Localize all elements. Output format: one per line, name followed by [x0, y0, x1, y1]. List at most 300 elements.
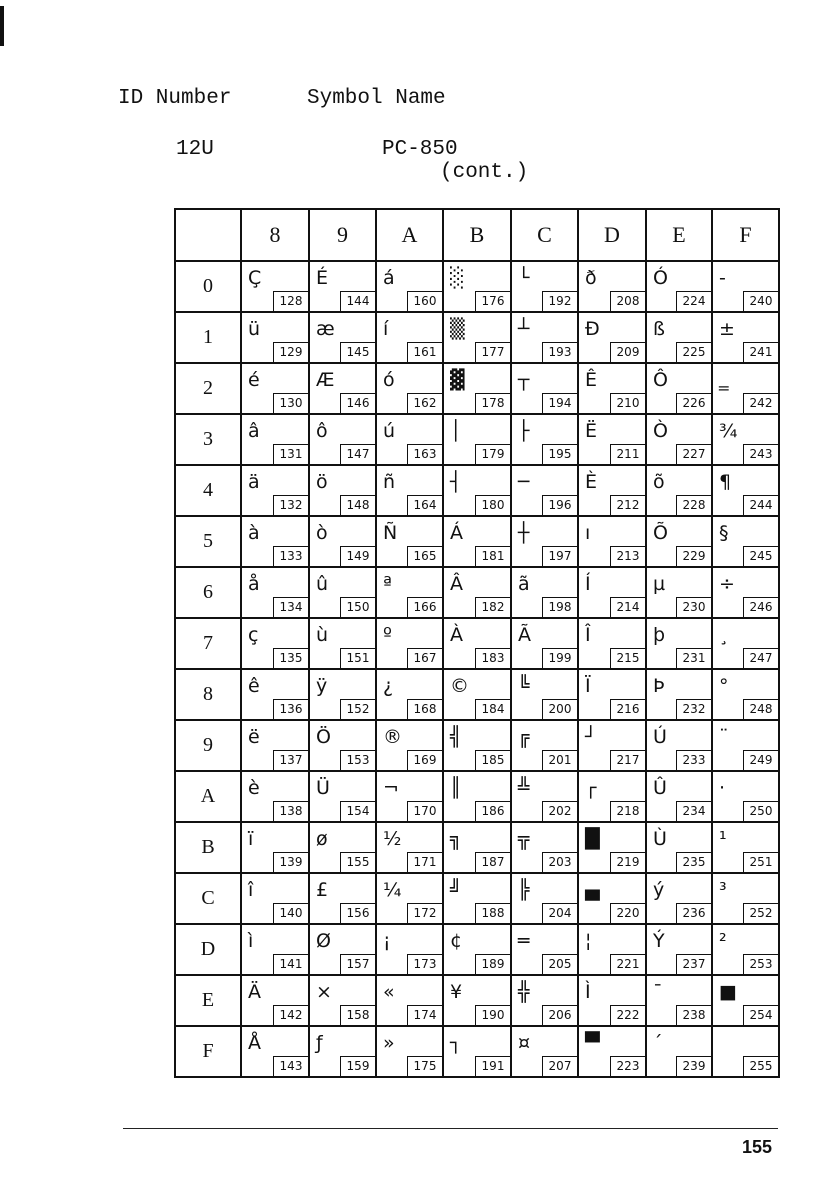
char-code: 162 — [407, 393, 442, 413]
char-cell — [443, 924, 511, 975]
char-glyph: ø — [316, 828, 328, 850]
char-glyph: ì — [248, 930, 254, 952]
char-code: 165 — [407, 546, 442, 566]
char-code: 147 — [340, 444, 375, 464]
char-code: 186 — [475, 801, 510, 821]
char-cell — [309, 873, 376, 924]
char-glyph: ├ — [518, 420, 530, 442]
char-glyph: ╬ — [518, 981, 530, 1003]
symbol-name-label: Symbol Name — [307, 87, 446, 110]
char-code: 234 — [676, 801, 711, 821]
char-glyph: ÿ — [316, 675, 328, 697]
char-glyph: Â — [450, 573, 463, 595]
char-cell — [712, 414, 779, 465]
char-glyph: ë — [248, 726, 260, 748]
char-cell — [376, 516, 443, 567]
table-row — [175, 873, 779, 924]
char-cell — [376, 465, 443, 516]
char-cell — [241, 720, 309, 771]
table-row — [175, 516, 779, 567]
char-glyph: Ó — [653, 267, 668, 289]
char-glyph: û — [316, 573, 329, 595]
char-code: 243 — [743, 444, 778, 464]
char-glyph: Å — [248, 1032, 261, 1054]
char-cell — [241, 669, 309, 720]
char-code: 172 — [407, 903, 442, 923]
char-code: 158 — [340, 1005, 375, 1025]
char-cell — [578, 618, 646, 669]
char-glyph: À — [450, 624, 463, 646]
char-cell — [241, 363, 309, 414]
char-code: 170 — [407, 801, 442, 821]
char-cell — [309, 822, 376, 873]
char-cell — [241, 465, 309, 516]
char-glyph: █ — [585, 828, 600, 850]
char-cell — [241, 975, 309, 1026]
char-glyph: æ — [316, 318, 335, 340]
row-header: A — [175, 771, 241, 822]
char-glyph: å — [248, 573, 260, 595]
char-cell — [376, 669, 443, 720]
char-glyph: ¬ — [383, 777, 399, 799]
char-glyph: ü — [248, 318, 261, 340]
char-glyph: È — [585, 471, 598, 493]
char-cell — [443, 465, 511, 516]
char-glyph: ¨ — [719, 726, 729, 748]
char-cell — [309, 1026, 376, 1077]
char-code: 155 — [340, 852, 375, 872]
char-glyph: ┤ — [450, 471, 462, 493]
char-cell — [578, 363, 646, 414]
char-cell — [511, 465, 578, 516]
char-code: 132 — [273, 495, 308, 515]
char-glyph: Ç — [248, 267, 262, 289]
char-code: 145 — [340, 342, 375, 362]
char-code: 178 — [475, 393, 510, 413]
char-code: 130 — [273, 393, 308, 413]
corner-cell — [175, 209, 241, 261]
char-cell — [646, 567, 712, 618]
char-code: 159 — [340, 1056, 375, 1076]
char-cell — [712, 618, 779, 669]
char-glyph: º — [383, 624, 392, 646]
char-cell — [511, 567, 578, 618]
char-cell — [712, 516, 779, 567]
char-cell — [578, 261, 646, 312]
char-glyph: í — [383, 318, 389, 340]
char-cell — [511, 516, 578, 567]
char-cell — [712, 720, 779, 771]
char-glyph: │ — [450, 420, 462, 442]
char-cell — [376, 363, 443, 414]
char-glyph: » — [383, 1032, 395, 1054]
char-glyph: ® — [383, 726, 402, 748]
column-header: E — [646, 209, 712, 261]
char-cell — [578, 669, 646, 720]
char-glyph: ß — [653, 318, 665, 340]
char-glyph: Õ — [653, 522, 668, 544]
char-code: 240 — [743, 291, 778, 311]
column-header: 9 — [309, 209, 376, 261]
char-code: 242 — [743, 393, 778, 413]
char-cell — [309, 975, 376, 1026]
char-cell — [578, 312, 646, 363]
char-code: 151 — [340, 648, 375, 668]
char-glyph: ³ — [719, 879, 727, 901]
symbol-name-value: PC-850 — [382, 138, 458, 161]
row-header: E — [175, 975, 241, 1026]
table-row — [175, 975, 779, 1026]
char-code: 195 — [542, 444, 577, 464]
char-glyph: Ú — [653, 726, 667, 748]
char-glyph: þ — [653, 624, 666, 646]
char-code: 149 — [340, 546, 375, 566]
char-cell — [309, 771, 376, 822]
char-cell — [443, 363, 511, 414]
char-glyph: ╝ — [450, 879, 462, 901]
char-code: 250 — [743, 801, 778, 821]
char-glyph: ┬ — [518, 369, 530, 391]
char-glyph: · — [719, 777, 726, 799]
char-cell — [578, 414, 646, 465]
char-code: 247 — [743, 648, 778, 668]
char-glyph: Ê — [585, 369, 598, 391]
char-cell — [646, 414, 712, 465]
row-header: 0 — [175, 261, 241, 312]
char-code: 192 — [542, 291, 577, 311]
char-cell — [578, 1026, 646, 1077]
row-header: 4 — [175, 465, 241, 516]
char-glyph: Ü — [316, 777, 330, 799]
char-glyph: ƒ — [316, 1032, 323, 1054]
char-glyph: ╦ — [518, 828, 530, 850]
char-code: 194 — [542, 393, 577, 413]
char-glyph: ▀ — [585, 1032, 600, 1054]
char-code: 232 — [676, 699, 711, 719]
column-header-row — [175, 209, 779, 261]
char-code: 161 — [407, 342, 442, 362]
table-row — [175, 414, 779, 465]
char-glyph: £ — [316, 879, 329, 901]
char-cell — [309, 516, 376, 567]
char-code: 246 — [743, 597, 778, 617]
char-glyph: â — [248, 420, 260, 442]
char-cell — [376, 261, 443, 312]
char-code: 205 — [542, 954, 577, 974]
table-row — [175, 312, 779, 363]
row-header: 3 — [175, 414, 241, 465]
char-glyph: Ì — [585, 981, 591, 1003]
char-glyph: ═ — [518, 930, 530, 952]
char-code: 216 — [610, 699, 645, 719]
char-code: 144 — [340, 291, 375, 311]
char-code: 177 — [475, 342, 510, 362]
char-glyph: ô — [316, 420, 328, 442]
char-glyph: ‗ — [719, 369, 729, 391]
char-cell — [511, 414, 578, 465]
char-code: 215 — [610, 648, 645, 668]
char-glyph: ╣ — [450, 726, 462, 748]
char-code: 197 — [542, 546, 577, 566]
char-code: 203 — [542, 852, 577, 872]
column-header: A — [376, 209, 443, 261]
char-glyph: î — [248, 879, 254, 901]
char-cell — [376, 618, 443, 669]
char-cell — [241, 771, 309, 822]
char-glyph: ╠ — [518, 879, 530, 901]
char-code: 179 — [475, 444, 510, 464]
char-glyph: ä — [248, 471, 260, 493]
row-header: 6 — [175, 567, 241, 618]
char-glyph: ¼ — [383, 879, 402, 901]
char-cell — [309, 414, 376, 465]
char-code: 228 — [676, 495, 711, 515]
char-glyph: ¦ — [585, 930, 592, 952]
char-cell — [712, 873, 779, 924]
char-code: 188 — [475, 903, 510, 923]
row-header: 2 — [175, 363, 241, 414]
column-header: F — [712, 209, 779, 261]
char-glyph: ■ — [719, 981, 737, 1003]
char-code: 182 — [475, 597, 510, 617]
char-glyph: ê — [248, 675, 260, 697]
char-code: 189 — [475, 954, 510, 974]
char-cell — [443, 312, 511, 363]
char-cell — [712, 975, 779, 1026]
char-glyph: Ð — [585, 318, 600, 340]
char-glyph: ò — [316, 522, 328, 544]
char-code: 164 — [407, 495, 442, 515]
char-glyph: Ý — [653, 930, 665, 952]
column-header: C — [511, 209, 578, 261]
char-code: 236 — [676, 903, 711, 923]
char-code: 207 — [542, 1056, 577, 1076]
char-cell — [578, 720, 646, 771]
char-glyph: ▒ — [450, 318, 465, 340]
char-glyph: Þ — [653, 675, 665, 697]
char-code: 223 — [610, 1056, 645, 1076]
column-header: B — [443, 209, 511, 261]
char-glyph: Ã — [518, 624, 531, 646]
char-code: 213 — [610, 546, 645, 566]
char-glyph: ð — [585, 267, 597, 289]
char-code: 137 — [273, 750, 308, 770]
char-glyph: ┐ — [450, 1032, 462, 1054]
char-cell — [376, 414, 443, 465]
char-cell — [241, 618, 309, 669]
char-cell — [511, 771, 578, 822]
char-cell — [578, 924, 646, 975]
char-code: 171 — [407, 852, 442, 872]
char-cell — [443, 516, 511, 567]
char-glyph: Ô — [653, 369, 668, 391]
char-code: 253 — [743, 954, 778, 974]
table-row — [175, 363, 779, 414]
char-glyph: ─ — [518, 471, 530, 493]
char-cell — [511, 975, 578, 1026]
char-code: 218 — [610, 801, 645, 821]
char-code: 156 — [340, 903, 375, 923]
char-cell — [376, 771, 443, 822]
char-cell — [578, 873, 646, 924]
char-glyph: õ — [653, 471, 665, 493]
char-glyph: ¿ — [383, 675, 394, 697]
char-code: 141 — [273, 954, 308, 974]
char-cell — [241, 822, 309, 873]
char-cell — [646, 822, 712, 873]
char-glyph: └ — [518, 267, 530, 289]
char-code: 183 — [475, 648, 510, 668]
char-code: 227 — [676, 444, 711, 464]
char-cell — [578, 465, 646, 516]
char-cell — [376, 975, 443, 1026]
char-code: 166 — [407, 597, 442, 617]
char-glyph: ² — [719, 930, 727, 952]
char-cell — [712, 261, 779, 312]
char-code: 241 — [743, 342, 778, 362]
char-code: 129 — [273, 342, 308, 362]
char-code: 254 — [743, 1005, 778, 1025]
char-cell — [712, 669, 779, 720]
table-row — [175, 1026, 779, 1077]
char-glyph: µ — [653, 573, 666, 595]
char-cell — [511, 261, 578, 312]
char-code: 139 — [273, 852, 308, 872]
char-code: 251 — [743, 852, 778, 872]
char-cell — [443, 618, 511, 669]
char-cell — [241, 1026, 309, 1077]
char-cell — [712, 1026, 779, 1077]
char-cell — [376, 1026, 443, 1077]
char-code: 140 — [273, 903, 308, 923]
row-header: 1 — [175, 312, 241, 363]
char-glyph: ÷ — [719, 573, 735, 595]
char-glyph: ░ — [450, 267, 465, 289]
char-cell — [712, 771, 779, 822]
table-row — [175, 669, 779, 720]
char-cell — [646, 924, 712, 975]
char-code: 174 — [407, 1005, 442, 1025]
char-code: 154 — [340, 801, 375, 821]
char-cell — [443, 720, 511, 771]
char-cell — [578, 822, 646, 873]
char-cell — [443, 567, 511, 618]
table-row — [175, 720, 779, 771]
char-code: 221 — [610, 954, 645, 974]
char-cell — [511, 618, 578, 669]
char-code: 196 — [542, 495, 577, 515]
char-code: 185 — [475, 750, 510, 770]
char-code: 245 — [743, 546, 778, 566]
char-glyph: ± — [719, 318, 735, 340]
char-cell — [443, 669, 511, 720]
char-code: 173 — [407, 954, 442, 974]
char-glyph: ö — [316, 471, 328, 493]
char-cell — [376, 567, 443, 618]
char-code: 193 — [542, 342, 577, 362]
char-glyph: É — [316, 267, 329, 289]
char-glyph: ª — [383, 573, 392, 595]
char-cell — [376, 822, 443, 873]
char-cell — [309, 720, 376, 771]
char-cell — [443, 975, 511, 1026]
char-cell — [646, 873, 712, 924]
char-code: 210 — [610, 393, 645, 413]
char-code: 136 — [273, 699, 308, 719]
char-glyph: Í — [585, 573, 591, 595]
char-glyph: ▓ — [450, 369, 465, 391]
char-cell — [309, 312, 376, 363]
char-cell — [646, 720, 712, 771]
row-header: 7 — [175, 618, 241, 669]
char-code: 153 — [340, 750, 375, 770]
char-glyph: ç — [248, 624, 259, 646]
char-cell — [309, 363, 376, 414]
char-glyph: ñ — [383, 471, 396, 493]
char-code: 235 — [676, 852, 711, 872]
char-code: 133 — [273, 546, 308, 566]
char-code: 169 — [407, 750, 442, 770]
char-code: 237 — [676, 954, 711, 974]
column-header: 8 — [241, 209, 309, 261]
char-cell — [511, 924, 578, 975]
char-glyph: ┘ — [585, 726, 597, 748]
char-code: 167 — [407, 648, 442, 668]
char-code: 230 — [676, 597, 711, 617]
char-glyph: ı — [585, 522, 591, 544]
char-cell — [646, 618, 712, 669]
char-cell — [309, 618, 376, 669]
char-cell — [646, 516, 712, 567]
char-cell — [511, 1026, 578, 1077]
char-cell — [511, 312, 578, 363]
char-glyph: « — [383, 981, 395, 1003]
char-code: 204 — [542, 903, 577, 923]
id-number-label: ID Number — [118, 87, 232, 110]
char-glyph: ¯ — [653, 981, 663, 1003]
char-cell — [443, 261, 511, 312]
char-code: 135 — [273, 648, 308, 668]
char-code: 143 — [273, 1056, 308, 1076]
row-header: 5 — [175, 516, 241, 567]
char-glyph: ¹ — [719, 828, 727, 850]
footer-rule — [123, 1128, 778, 1129]
char-code: 142 — [273, 1005, 308, 1025]
char-cell — [578, 771, 646, 822]
char-code: 157 — [340, 954, 375, 974]
char-cell — [646, 771, 712, 822]
char-cell — [646, 465, 712, 516]
page-number: 155 — [742, 1137, 773, 1157]
char-code: 168 — [407, 699, 442, 719]
char-glyph: ¶ — [719, 471, 732, 493]
char-code: 201 — [542, 750, 577, 770]
char-glyph: ° — [719, 675, 729, 697]
char-glyph: § — [719, 522, 729, 544]
char-cell — [309, 465, 376, 516]
char-code: 212 — [610, 495, 645, 515]
char-code: 148 — [340, 495, 375, 515]
char-cell — [578, 975, 646, 1026]
char-code: 176 — [475, 291, 510, 311]
char-glyph: ¤ — [518, 1032, 531, 1054]
char-code: 190 — [475, 1005, 510, 1025]
char-code: 238 — [676, 1005, 711, 1025]
table-row — [175, 924, 779, 975]
char-cell — [712, 363, 779, 414]
char-code: 128 — [273, 291, 308, 311]
char-glyph: © — [450, 675, 469, 697]
